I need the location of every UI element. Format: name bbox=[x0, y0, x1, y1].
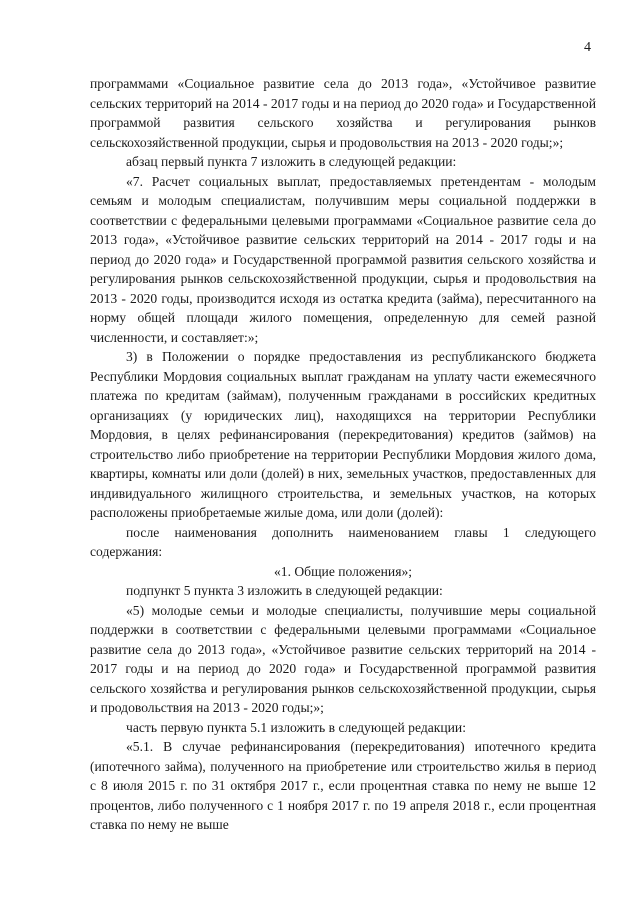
page-number: 4 bbox=[584, 40, 591, 55]
paragraph: 3) в Положении о порядке предоставления из республиканского бюджета Республики Мордовия социальных выплат гражданам на уплату части ежемесячного платежа по кредитам (займам), полученным гражданами в российских кредитных организациях (у юридических лиц), находящихся на территории Республики Мордовия, в целях рефинансирования (перекредитования) кредитов (займов) на строительство либо приобретение на территории Республики Мордовия жилого дома, квартиры, комнаты или доли (долей) в них, земельных участков, предоставленных для индивидуального жилищного строительства, и земельных участков, на которых расположены приобретаемые жилые дома, или доли (долей): bbox=[90, 349, 596, 520]
paragraph: программами «Социальное развитие села до 2013 года», «Устойчивое развитие сельских территорий на 2014 - 2017 годы и на период до 2020 года» и Государственной программой развития сельского хозяйства и регулирования рынков сельскохозяйственной продукции, сырья и продовольствия на 2013 - 2020 годы;»; bbox=[90, 76, 596, 150]
paragraph: «7. Расчет социальных выплат, предоставляемых претендентам - молодым семьям и молодым специалистам, получившим меры социальной поддержки в соответствии с федеральными целевыми программами «Социальное развитие села до 2013 года», «Устойчивое развитие сельских территорий на 2014 - 2017 годы и на период до 2020 года» и Государственной программой развития сельского хозяйства и регулирования рынков сельскохозяйственной продукции, сырья и продовольствия на 2013 - 2020 годы, производится исходя из остатка кредита (займа), пересчитанного на норму общей площади жилого помещения, определенную для семей разной численности, и составляет:»; bbox=[90, 173, 596, 345]
document-body bbox=[90, 74, 596, 835]
paragraph: часть первую пункта 5.1 изложить в следующей редакции: bbox=[126, 719, 466, 735]
paragraph: подпункт 5 пункта 3 изложить в следующей редакции: bbox=[126, 583, 443, 598]
chapter-heading: «1. Общие положения»; bbox=[273, 563, 413, 579]
paragraph: абзац первый пункта 7 изложить в следующей редакции: bbox=[126, 154, 457, 169]
paragraph: «5) молодые семьи и молодые специалисты, получившие меры социальной поддержки в соответствии с федеральными целевыми программами «Социальное развитие села до 2013 года», «Устойчивое развитие сельских территорий на 2014 - 2017 годы и на период до 2020 года» и Государственной программой развития сельского хозяйства и регулирования рынков сельскохозяйственной продукции, сырья и продовольствия на 2013 - 2020 годы;»; bbox=[90, 602, 596, 715]
paragraph: после наименования дополнить наименованием главы 1 следующего содержания: bbox=[90, 524, 596, 559]
paragraph: «5.1. В случае рефинансирования (перекредитования) ипотечного кредита (ипотечного займа), полученного на приобретение или строительство жилья в период с 8 июля 2015 г. по 31 октября 2017 г., если процентная ставка по нему не выше 12 процентов, либо полученного с 1 ноября 2017 г. по 19 апреля 2018 г., если процентная ставка по нему не выше bbox=[90, 739, 596, 832]
